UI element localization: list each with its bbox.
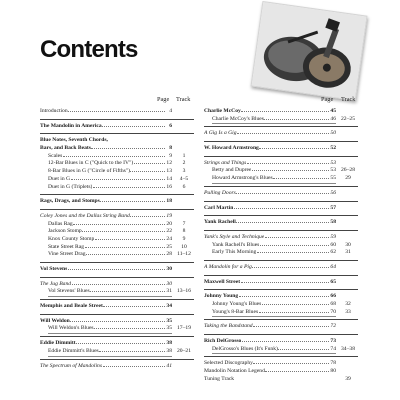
dot-leader bbox=[71, 179, 165, 180]
toc-track-number: 33 bbox=[345, 308, 351, 315]
right-page-header: Page bbox=[321, 96, 334, 103]
toc-entry-title: Charlie McCoy bbox=[204, 108, 241, 114]
toc-entry[interactable] bbox=[204, 301, 358, 309]
toc-track-number: 13–16 bbox=[177, 288, 191, 295]
toc-entry-title: Vol Stevens bbox=[40, 266, 68, 272]
toc-track-number: 31 bbox=[345, 249, 351, 256]
toc-entry[interactable] bbox=[204, 293, 358, 301]
toc-page-number: 45 bbox=[330, 108, 336, 114]
toc-entry-title: Coley Jones and the Dallas String Band bbox=[40, 212, 130, 219]
dot-leader bbox=[63, 156, 165, 157]
toc-entry[interactable] bbox=[40, 281, 194, 289]
toc-entry[interactable] bbox=[40, 236, 194, 244]
toc-entry-title: Selected Discography bbox=[204, 360, 253, 367]
toc-track-number: 22–25 bbox=[341, 115, 355, 122]
toc-page-number: 22 bbox=[166, 228, 172, 235]
toc-entry[interactable] bbox=[40, 303, 194, 311]
toc-entry[interactable] bbox=[204, 242, 358, 250]
toc-entry[interactable] bbox=[204, 264, 358, 272]
toc-entry-title: Charlie McCoy's Blues bbox=[212, 115, 264, 122]
toc-entry[interactable] bbox=[204, 376, 358, 384]
page-title: Contents bbox=[40, 36, 138, 63]
toc-entry[interactable] bbox=[40, 325, 194, 333]
toc-entry[interactable] bbox=[204, 346, 358, 354]
dot-leader bbox=[253, 326, 328, 327]
toc-entry-title: Howard Armstrong's Blues bbox=[212, 175, 273, 182]
toc-entry-title: The Spectrum of Mandolins bbox=[40, 362, 102, 369]
toc-track-number: 39 bbox=[345, 375, 351, 382]
toc-page-number: 60 bbox=[330, 241, 336, 248]
toc-entry-title: State Street Rag bbox=[48, 243, 85, 250]
toc-entry[interactable] bbox=[204, 205, 358, 213]
dot-leader bbox=[102, 126, 164, 127]
dot-leader bbox=[242, 341, 329, 342]
toc-page-number: 9 bbox=[169, 152, 172, 159]
toc-track-number: 34–38 bbox=[341, 345, 355, 352]
toc-page-number: 57 bbox=[330, 204, 336, 211]
toc-entry[interactable] bbox=[40, 348, 194, 356]
toc-entry[interactable] bbox=[204, 279, 358, 287]
toc-page-number: 20 bbox=[166, 220, 172, 227]
toc-entry[interactable] bbox=[40, 108, 194, 116]
toc-entry[interactable] bbox=[204, 219, 358, 227]
toc-entry-title: Will Weldon's Blues bbox=[48, 325, 94, 332]
dot-leader bbox=[265, 237, 329, 238]
toc-track-number: 26–28 bbox=[341, 167, 355, 174]
toc-page-number: 68 bbox=[330, 301, 336, 307]
toc-entry[interactable] bbox=[40, 318, 194, 326]
dot-leader bbox=[130, 171, 164, 172]
dot-leader bbox=[70, 321, 164, 322]
toc-entry-title: Taking the Bandstand bbox=[204, 323, 253, 330]
toc-entry-title: 12-Bar Blues in C ("Quick to the IV") bbox=[48, 160, 134, 167]
dot-leader bbox=[247, 163, 329, 164]
dot-leader bbox=[103, 306, 164, 307]
toc-page-number: 80 bbox=[330, 368, 336, 375]
toc-entry-title: Yank Rachell's Blues bbox=[212, 241, 260, 248]
toc-entry[interactable] bbox=[204, 167, 358, 175]
toc-entry[interactable] bbox=[204, 249, 358, 257]
toc-page-number: 53 bbox=[330, 159, 336, 166]
dot-leader bbox=[253, 363, 328, 364]
toc-entry[interactable] bbox=[40, 198, 194, 206]
dot-leader bbox=[264, 119, 328, 120]
toc-entry-title: Will Weldon bbox=[40, 317, 70, 324]
dot-leader bbox=[265, 371, 328, 372]
toc-entry-title: Tuning Track bbox=[204, 375, 235, 382]
toc-entry[interactable] bbox=[40, 221, 194, 229]
toc-page-number: 73 bbox=[330, 338, 336, 345]
dot-leader bbox=[236, 222, 328, 223]
contents-left-column bbox=[40, 108, 194, 400]
dot-leader bbox=[100, 201, 164, 202]
toc-entry-title: The Jug Band bbox=[40, 280, 72, 287]
toc-entry-title: Vine Street Drag bbox=[48, 251, 86, 258]
toc-page-number: 38 bbox=[166, 340, 172, 347]
toc-page-number: 65 bbox=[330, 278, 336, 285]
toc-track-number: 9 bbox=[182, 235, 186, 242]
dot-leader bbox=[239, 296, 329, 297]
toc-entry-title: Blue Notes, Seventh Chords, bbox=[40, 137, 108, 144]
toc-page-number: 6 bbox=[169, 122, 172, 129]
dot-leader bbox=[99, 351, 164, 352]
toc-entry-title: Scales bbox=[48, 152, 63, 159]
toc-entry-title: Strings and Things bbox=[204, 159, 247, 166]
toc-page-number: 28 bbox=[166, 251, 172, 258]
dot-leader bbox=[234, 208, 329, 209]
dot-leader bbox=[241, 111, 328, 112]
left-page-header: Page bbox=[157, 96, 170, 103]
toc-page-number: 74 bbox=[330, 345, 336, 352]
toc-entry-title: Rich DelGrosso bbox=[204, 338, 242, 345]
dot-leader bbox=[93, 187, 165, 188]
toc-entry[interactable] bbox=[40, 266, 194, 274]
toc-entry[interactable] bbox=[40, 184, 194, 192]
toc-page-number: 35 bbox=[166, 325, 172, 332]
toc-entry[interactable] bbox=[40, 340, 194, 348]
toc-entry-title: A Gig Is a Gig bbox=[204, 130, 237, 137]
toc-entry-title: Rags, Drags, and Stomps bbox=[40, 198, 100, 205]
toc-page-number: 59 bbox=[330, 233, 336, 240]
toc-track-number: 11–12 bbox=[177, 251, 191, 258]
toc-entry-title: Betty and Dupree bbox=[212, 167, 252, 174]
toc-entry[interactable] bbox=[204, 234, 358, 242]
dot-leader bbox=[130, 216, 164, 217]
toc-page-number: 14 bbox=[166, 175, 172, 182]
dot-leader bbox=[85, 247, 165, 248]
toc-entry[interactable] bbox=[40, 288, 194, 296]
dot-leader bbox=[260, 245, 329, 246]
dot-leader bbox=[241, 282, 329, 283]
toc-entry-title: Pulling Doors bbox=[204, 189, 236, 196]
toc-page-number: 4 bbox=[169, 108, 172, 114]
toc-entry-title: Dallas Rag bbox=[48, 220, 73, 227]
toc-page-number: 25 bbox=[166, 243, 172, 250]
dot-leader bbox=[252, 170, 329, 171]
toc-entry-title: Vol Stevens' Blues bbox=[48, 288, 90, 295]
toc-entry[interactable] bbox=[40, 176, 194, 184]
mandolin-photo bbox=[251, 1, 368, 101]
toc-entry-title: 8-Bar Blues in G ("Circle of Fifths") bbox=[48, 168, 130, 175]
toc-page-number: 58 bbox=[330, 219, 336, 226]
dot-leader bbox=[73, 224, 164, 225]
toc-track-number: 29 bbox=[345, 175, 351, 182]
dot-leader bbox=[82, 231, 164, 232]
toc-track-number: 32 bbox=[345, 301, 351, 307]
dot-leader bbox=[95, 239, 165, 240]
toc-track-number: 3 bbox=[182, 168, 186, 175]
toc-entry[interactable] bbox=[204, 190, 358, 198]
dot-leader bbox=[278, 349, 328, 350]
toc-entry[interactable] bbox=[40, 160, 194, 168]
toc-track-number: 7 bbox=[182, 220, 186, 227]
toc-entry-title: A Mandolin for a Pig bbox=[204, 263, 252, 270]
toc-entry-title: DelGrosso's Blues (It's Funk) bbox=[212, 345, 278, 352]
toc-entry[interactable] bbox=[40, 251, 194, 259]
toc-page-number: 78 bbox=[330, 360, 336, 367]
dot-leader bbox=[236, 193, 328, 194]
toc-page-number: 50 bbox=[330, 130, 336, 137]
toc-entry-title: Duet in G bbox=[48, 175, 71, 182]
dot-leader bbox=[76, 343, 164, 344]
toc-track-number: 10 bbox=[181, 243, 187, 250]
dot-leader bbox=[259, 312, 329, 313]
toc-entry[interactable] bbox=[204, 116, 358, 124]
toc-page-number: 52 bbox=[330, 145, 336, 152]
toc-page-number: 13 bbox=[166, 168, 172, 175]
toc-entry-title: Introduction bbox=[40, 108, 68, 114]
toc-entry[interactable] bbox=[204, 360, 358, 368]
toc-entry-title: Bars, and Back Beats bbox=[40, 145, 91, 152]
toc-track-number: 4–5 bbox=[179, 175, 189, 182]
toc-track-number: 2 bbox=[182, 160, 186, 167]
toc-page-number: 16 bbox=[166, 183, 172, 190]
toc-entry[interactable] bbox=[204, 368, 358, 376]
toc-track-number: 1 bbox=[182, 152, 186, 159]
toc-page-number: 72 bbox=[330, 323, 336, 330]
toc-entry-title: Yank's Style and Technique bbox=[204, 233, 265, 240]
toc-entry[interactable] bbox=[204, 108, 358, 116]
toc-page-number: 56 bbox=[330, 189, 336, 196]
toc-page-number: 12 bbox=[166, 160, 172, 167]
dot-leader bbox=[91, 148, 164, 149]
dot-leader bbox=[237, 133, 328, 134]
dot-leader bbox=[90, 291, 164, 292]
toc-entry-title: Eddie Dimmitt's Blues bbox=[48, 347, 99, 354]
dot-leader bbox=[273, 178, 328, 179]
toc-page-number: 34 bbox=[166, 303, 172, 310]
toc-page-number: 24 bbox=[166, 235, 172, 242]
toc-entry-title: Carl Martin bbox=[204, 204, 234, 211]
toc-entry[interactable] bbox=[40, 244, 194, 252]
toc-page-number: 46 bbox=[330, 115, 336, 122]
toc-entry[interactable] bbox=[204, 145, 358, 153]
right-track-header: Track bbox=[341, 96, 356, 103]
toc-page-number: 53 bbox=[330, 167, 336, 174]
dot-leader bbox=[86, 254, 164, 255]
dot-leader bbox=[68, 269, 165, 270]
contents-right-column bbox=[204, 108, 358, 400]
toc-track-number: 6 bbox=[182, 183, 186, 190]
toc-track-number: 20–21 bbox=[177, 347, 191, 354]
toc-entry[interactable] bbox=[40, 168, 194, 176]
toc-page-number: 30 bbox=[166, 266, 172, 272]
dot-leader bbox=[252, 267, 328, 268]
toc-track-number: 8 bbox=[182, 228, 186, 235]
toc-page-number: 70 bbox=[330, 308, 336, 315]
toc-page-number: 19 bbox=[166, 212, 172, 219]
toc-entry[interactable] bbox=[40, 228, 194, 236]
toc-page-number: 31 bbox=[166, 288, 172, 295]
toc-entry-title: W. Howard Armstrong bbox=[204, 145, 259, 152]
toc-page-number: 30 bbox=[166, 280, 172, 287]
toc-entry[interactable] bbox=[40, 363, 194, 371]
toc-entry[interactable] bbox=[40, 123, 194, 131]
dot-leader bbox=[103, 366, 165, 367]
toc-entry[interactable] bbox=[40, 213, 194, 221]
toc-track-number: 30 bbox=[345, 241, 351, 248]
toc-page-number: 8 bbox=[169, 145, 172, 152]
left-track-header: Track bbox=[176, 96, 191, 103]
toc-entry[interactable] bbox=[40, 137, 194, 145]
dot-leader bbox=[262, 304, 329, 305]
dot-leader bbox=[94, 328, 164, 329]
mandolin-icon bbox=[252, 2, 367, 100]
toc-entry[interactable] bbox=[40, 153, 194, 161]
toc-entry-title: Johnny Young bbox=[204, 293, 239, 300]
toc-page-number: 38 bbox=[166, 347, 172, 354]
toc-entry-title: Maxwell Street bbox=[204, 278, 241, 285]
toc-entry-title: Duet in G (Triplets) bbox=[48, 183, 93, 190]
toc-entry[interactable] bbox=[204, 175, 358, 183]
toc-page-number: 35 bbox=[166, 317, 172, 324]
toc-entry[interactable] bbox=[204, 130, 358, 138]
dot-leader bbox=[68, 111, 164, 112]
toc-page-number: 66 bbox=[330, 293, 336, 300]
toc-entry-title: Johnny Young's Blues bbox=[212, 301, 262, 307]
toc-page-number: 64 bbox=[330, 263, 336, 270]
toc-entry-title: Memphis and Beale Street bbox=[40, 303, 103, 310]
toc-entry[interactable] bbox=[204, 338, 358, 346]
toc-entry-title: Mandolin Notation Legend bbox=[204, 368, 265, 375]
toc-entry[interactable] bbox=[204, 309, 358, 317]
toc-entry-title: Eddie Dimmitt bbox=[40, 340, 76, 347]
toc-entry-title: Knox County Stomp bbox=[48, 235, 95, 242]
toc-page-number: 18 bbox=[166, 198, 172, 205]
toc-entry[interactable] bbox=[204, 160, 358, 168]
dot-leader bbox=[72, 284, 165, 285]
dot-leader bbox=[259, 148, 328, 149]
toc-entry-title: Jackson Stomp bbox=[48, 228, 82, 235]
toc-entry-title: The Mandolin in America bbox=[40, 122, 102, 129]
toc-page-number: 62 bbox=[330, 249, 336, 256]
toc-entry[interactable] bbox=[40, 145, 194, 153]
toc-entry-title: Yank Rachell bbox=[204, 219, 236, 226]
toc-entry[interactable] bbox=[204, 323, 358, 331]
toc-entry-title: Young's 8-Bar Blues bbox=[212, 308, 259, 315]
toc-track-number: 17–19 bbox=[177, 325, 191, 332]
toc-page-number: 41 bbox=[166, 362, 172, 369]
toc-entry-title: Early This Morning bbox=[212, 249, 257, 256]
dot-leader bbox=[134, 163, 165, 164]
toc-page-number: 55 bbox=[330, 175, 336, 182]
dot-leader bbox=[257, 252, 329, 253]
